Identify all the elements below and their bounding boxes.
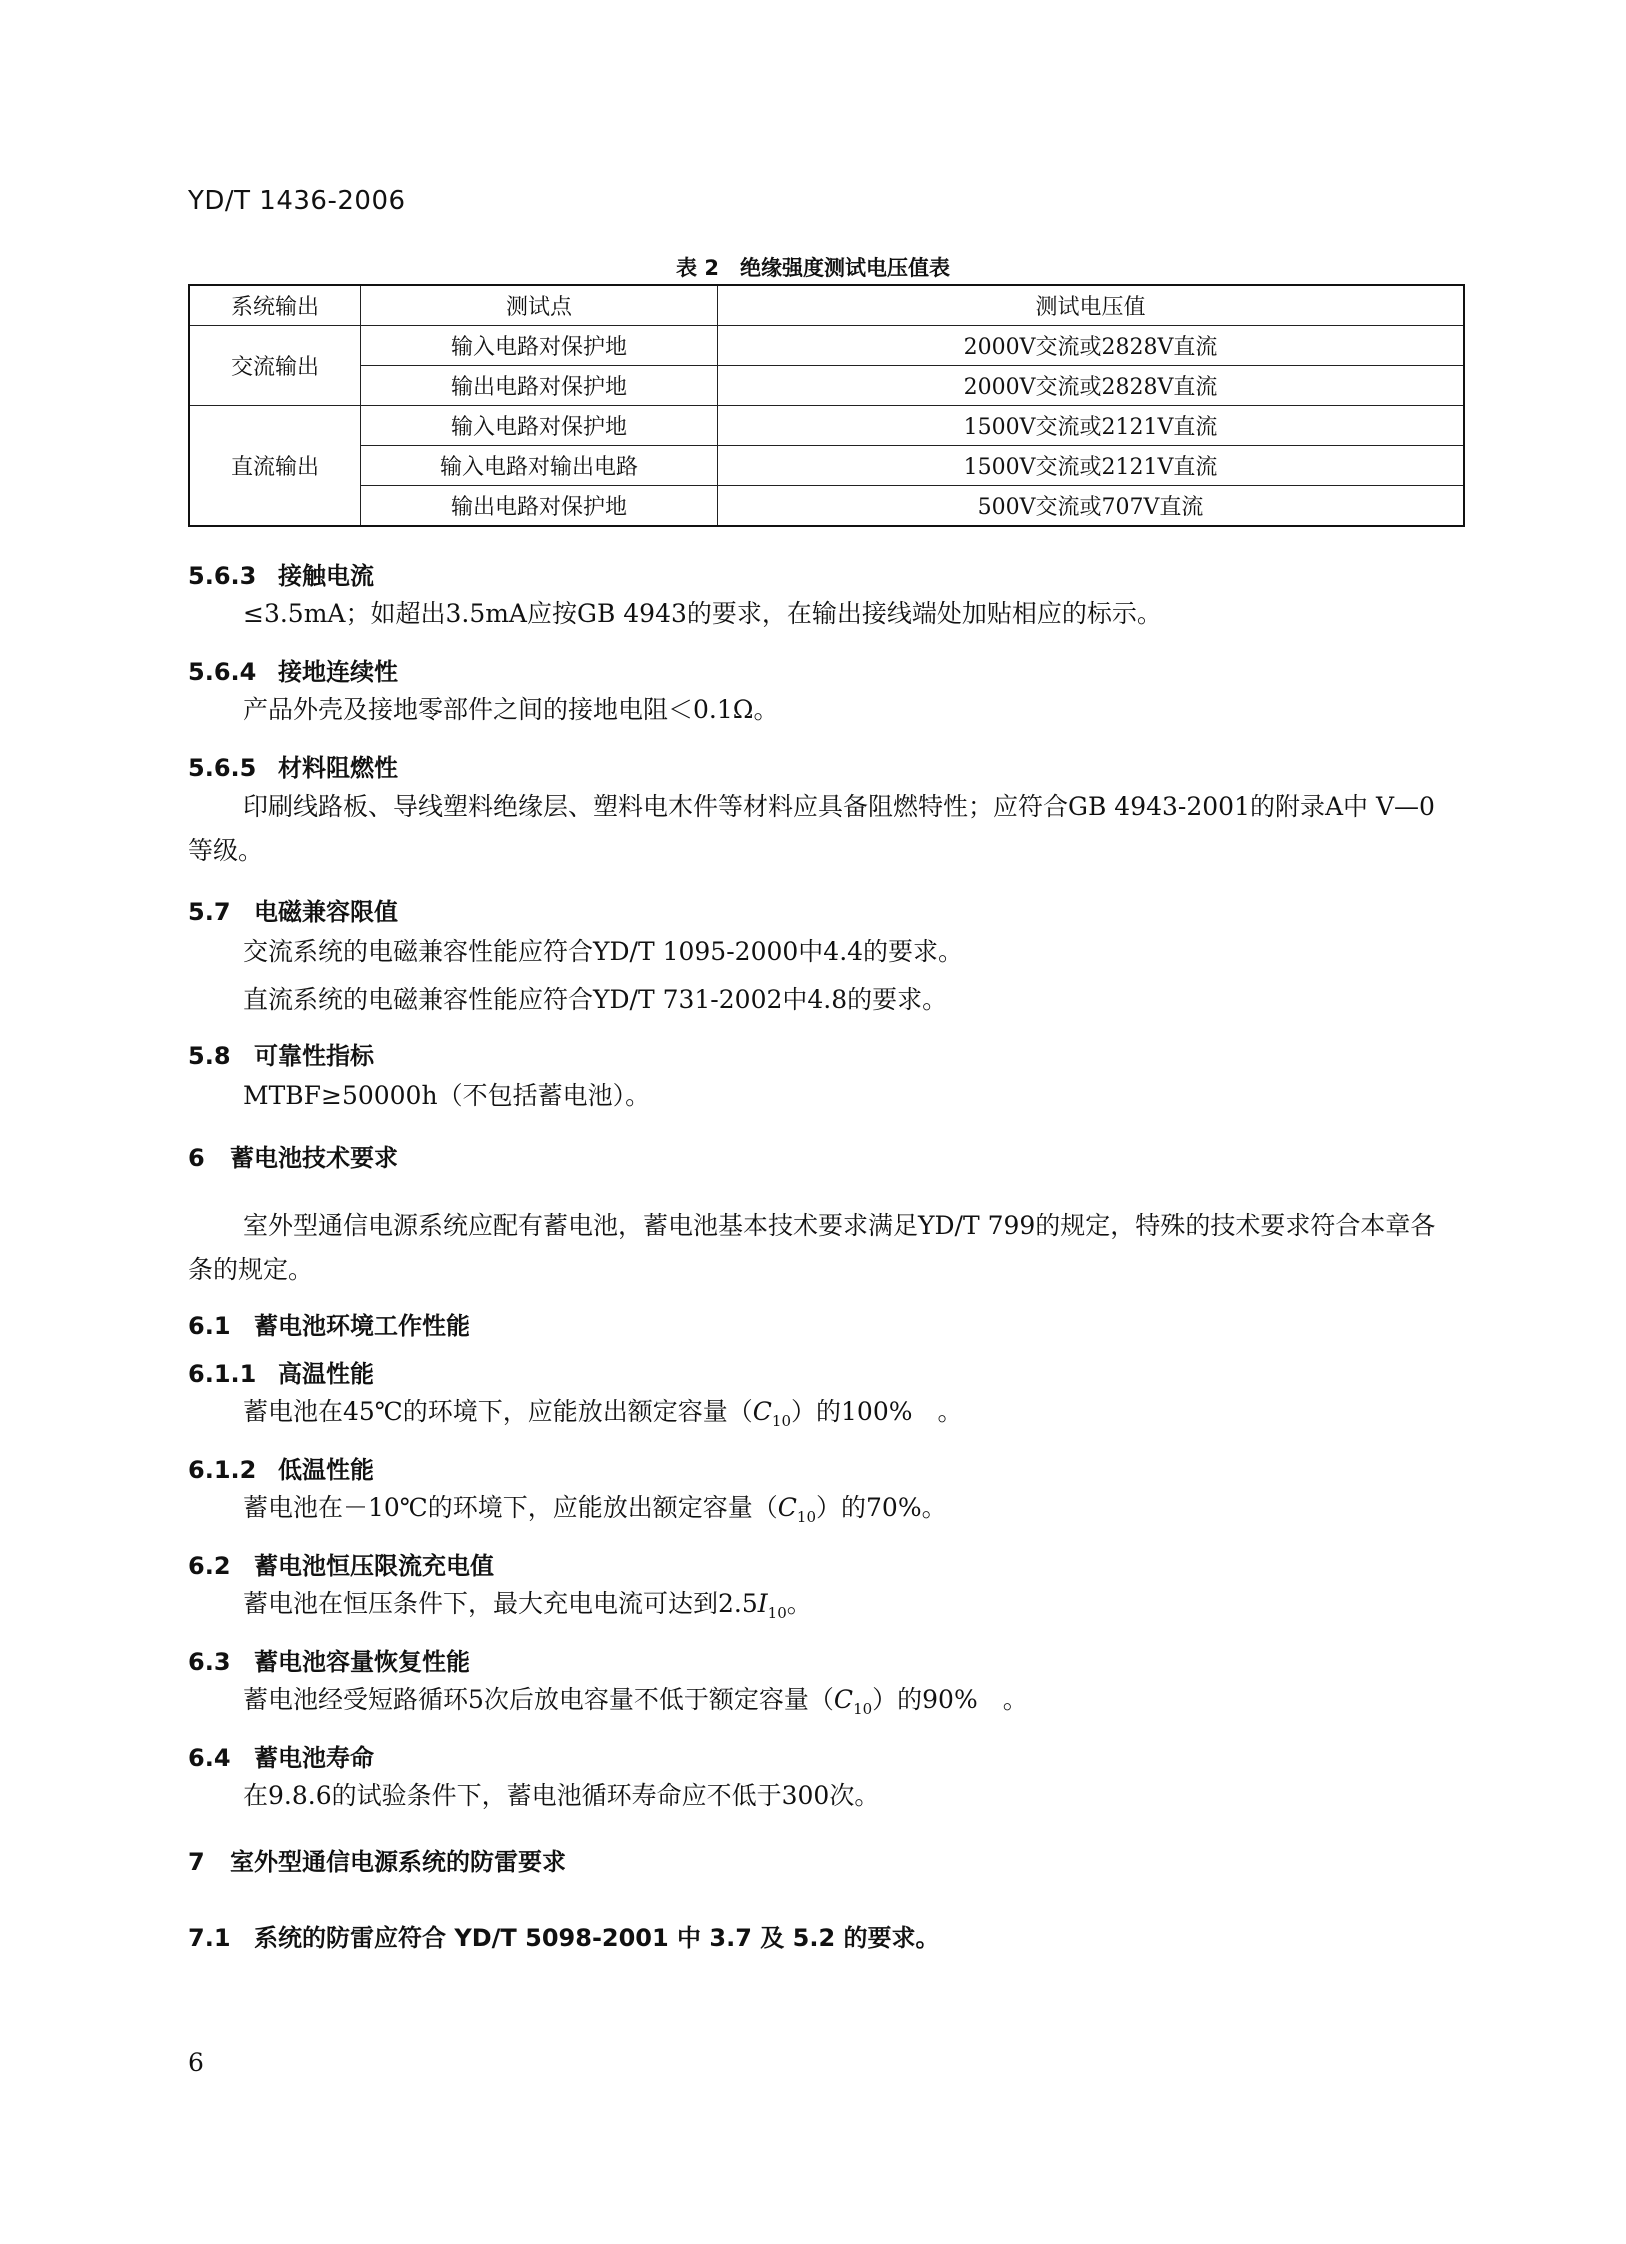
section-text — [243, 1390, 963, 1443]
symbol: C — [833, 1685, 854, 1714]
table-cell-point: 输入电路对输出电路 — [361, 446, 718, 486]
section-heading — [188, 1450, 374, 1485]
symbol: C — [752, 1397, 772, 1426]
section-text: 交流系统的电磁兼容性能应符合YD/T 1095-2000中4.4的要求。 — [243, 937, 964, 966]
section-number: 6.4 — [188, 1744, 231, 1772]
table-cell-voltage: 1500V交流或2121V直流 — [718, 406, 1465, 446]
section-title: 接地连续性 — [278, 658, 398, 686]
section-heading — [188, 1738, 374, 1773]
section-heading — [188, 1036, 374, 1071]
table-cell-voltage: 1500V交流或2121V直流 — [718, 446, 1465, 486]
text-run: 蓄电池在恒压条件下，最大充电电流可达到2.5 — [243, 1589, 758, 1618]
table-cell-point: 输出电路对保护地 — [361, 366, 718, 406]
section-number: 7 — [188, 1848, 205, 1876]
section-text: 印刷线路板、导线塑料绝缘层、塑料电木件等材料应具备阻燃特性；应符合GB 4943-2001的附录A中 V—0等级。 — [188, 792, 1435, 865]
table-header-row — [189, 285, 1464, 326]
section-title: 系统的防雷应符合 YD/T 5098-2001 中 3.7 及 5.2 的要求。 — [254, 1924, 940, 1952]
section-heading — [188, 1842, 566, 1877]
table-header-cell: 系统输出 — [189, 285, 361, 326]
table-cell-point: 输出电路对保护地 — [361, 486, 718, 527]
section-title: 室外型通信电源系统的防雷要求 — [230, 1848, 566, 1876]
section-text: 产品外壳及接地零部件之间的接地电阻＜0.1Ω。 — [243, 695, 779, 724]
table-cell-voltage: 2000V交流或2828V直流 — [718, 366, 1465, 406]
text-run: 。 — [786, 1589, 812, 1618]
table-cell-system: 直流输出 — [189, 406, 361, 527]
text-run: ）的90% 。 — [872, 1685, 1028, 1714]
symbol: C — [777, 1493, 797, 1522]
section-text: 直流系统的电磁兼容性能应符合YD/T 731-2002中4.8的要求。 — [243, 985, 948, 1014]
section-text: 室外型通信电源系统应配有蓄电池，蓄电池基本技术要求满足YD/T 799的规定，特殊的技术要求符合本章各条的规定。 — [188, 1211, 1436, 1284]
section-number: 7.1 — [188, 1924, 231, 1952]
table-cell-voltage: 2000V交流或2828V直流 — [718, 326, 1465, 366]
table-row — [189, 326, 1464, 366]
table-row — [189, 406, 1464, 446]
section-heading — [188, 892, 398, 927]
section-number: 5.8 — [188, 1042, 231, 1070]
section-title: 材料阻燃性 — [278, 754, 398, 782]
section-heading — [188, 556, 374, 591]
table-cell-point: 输入电路对保护地 — [361, 326, 718, 366]
table-cell-voltage: 500V交流或707V直流 — [718, 486, 1465, 527]
subscript: 10 — [796, 1508, 817, 1526]
text-run: 蓄电池在－10℃的环境下，应能放出额定容量（ — [243, 1493, 778, 1522]
doc-code: YD/T 1436-2006 — [188, 186, 406, 216]
table-caption: 表 2 绝缘强度测试电压值表 — [676, 256, 950, 280]
section-text: 在9.8.6的试验条件下，蓄电池循环寿命应不低于300次。 — [243, 1781, 880, 1810]
table-header-cell: 测试电压值 — [718, 285, 1465, 326]
subscript: 10 — [767, 1604, 787, 1622]
table-cell-system: 交流输出 — [189, 326, 361, 406]
voltage-table — [188, 284, 1465, 527]
section-title: 高温性能 — [278, 1360, 374, 1388]
page-number: 6 — [188, 2048, 204, 2077]
section-heading — [188, 1306, 470, 1341]
section-title: 蓄电池恒压限流充电值 — [254, 1552, 494, 1580]
section-number: 6.1.1 — [188, 1360, 257, 1388]
section-title: 电磁兼容限值 — [254, 898, 398, 926]
section-text: MTBF≥50000h（不包括蓄电池）。 — [243, 1081, 651, 1110]
section-text — [243, 1678, 1028, 1731]
text-run: ）的100% 。 — [791, 1397, 963, 1426]
symbol: I — [757, 1589, 768, 1618]
section-number: 6.2 — [188, 1552, 231, 1580]
subscript: 10 — [853, 1700, 873, 1718]
section-title: 可靠性指标 — [254, 1042, 374, 1070]
section-number: 5.6.3 — [188, 562, 257, 590]
section-number: 5.7 — [188, 898, 231, 926]
section-number: 6 — [188, 1144, 205, 1172]
text-run: 蓄电池经受短路循环5次后放电容量不低于额定容量（ — [243, 1685, 834, 1714]
section-text: ≤3.5mA；如超出3.5mA应按GB 4943的要求，在输出接线端处加贴相应的标示。 — [243, 599, 1162, 628]
section-heading — [188, 1918, 940, 1953]
table-row — [189, 366, 1464, 406]
table-row — [189, 486, 1464, 527]
table-row — [189, 446, 1464, 486]
table-cell-point: 输入电路对保护地 — [361, 406, 718, 446]
section-heading — [188, 1546, 494, 1581]
section-heading — [188, 1138, 398, 1173]
section-title: 蓄电池寿命 — [254, 1744, 374, 1772]
text-run: ）的70%。 — [816, 1493, 947, 1522]
text-run: 蓄电池在45℃的环境下，应能放出额定容量（ — [243, 1397, 753, 1426]
section-heading — [188, 1354, 374, 1389]
section-number: 6.1.2 — [188, 1456, 257, 1484]
section-heading — [188, 1642, 470, 1677]
section-heading — [188, 748, 398, 783]
section-number: 6.3 — [188, 1648, 231, 1676]
section-title: 低温性能 — [278, 1456, 374, 1484]
section-heading — [188, 652, 398, 687]
table-header-cell: 测试点 — [361, 285, 718, 326]
section-number: 6.1 — [188, 1312, 231, 1340]
section-title: 蓄电池技术要求 — [230, 1144, 398, 1172]
section-number: 5.6.5 — [188, 754, 257, 782]
section-text — [243, 1582, 812, 1635]
section-number: 5.6.4 — [188, 658, 257, 686]
section-title: 蓄电池容量恢复性能 — [254, 1648, 470, 1676]
section-title: 接触电流 — [278, 562, 374, 590]
section-text — [243, 1486, 947, 1539]
subscript: 10 — [771, 1412, 792, 1430]
section-title: 蓄电池环境工作性能 — [254, 1312, 470, 1340]
